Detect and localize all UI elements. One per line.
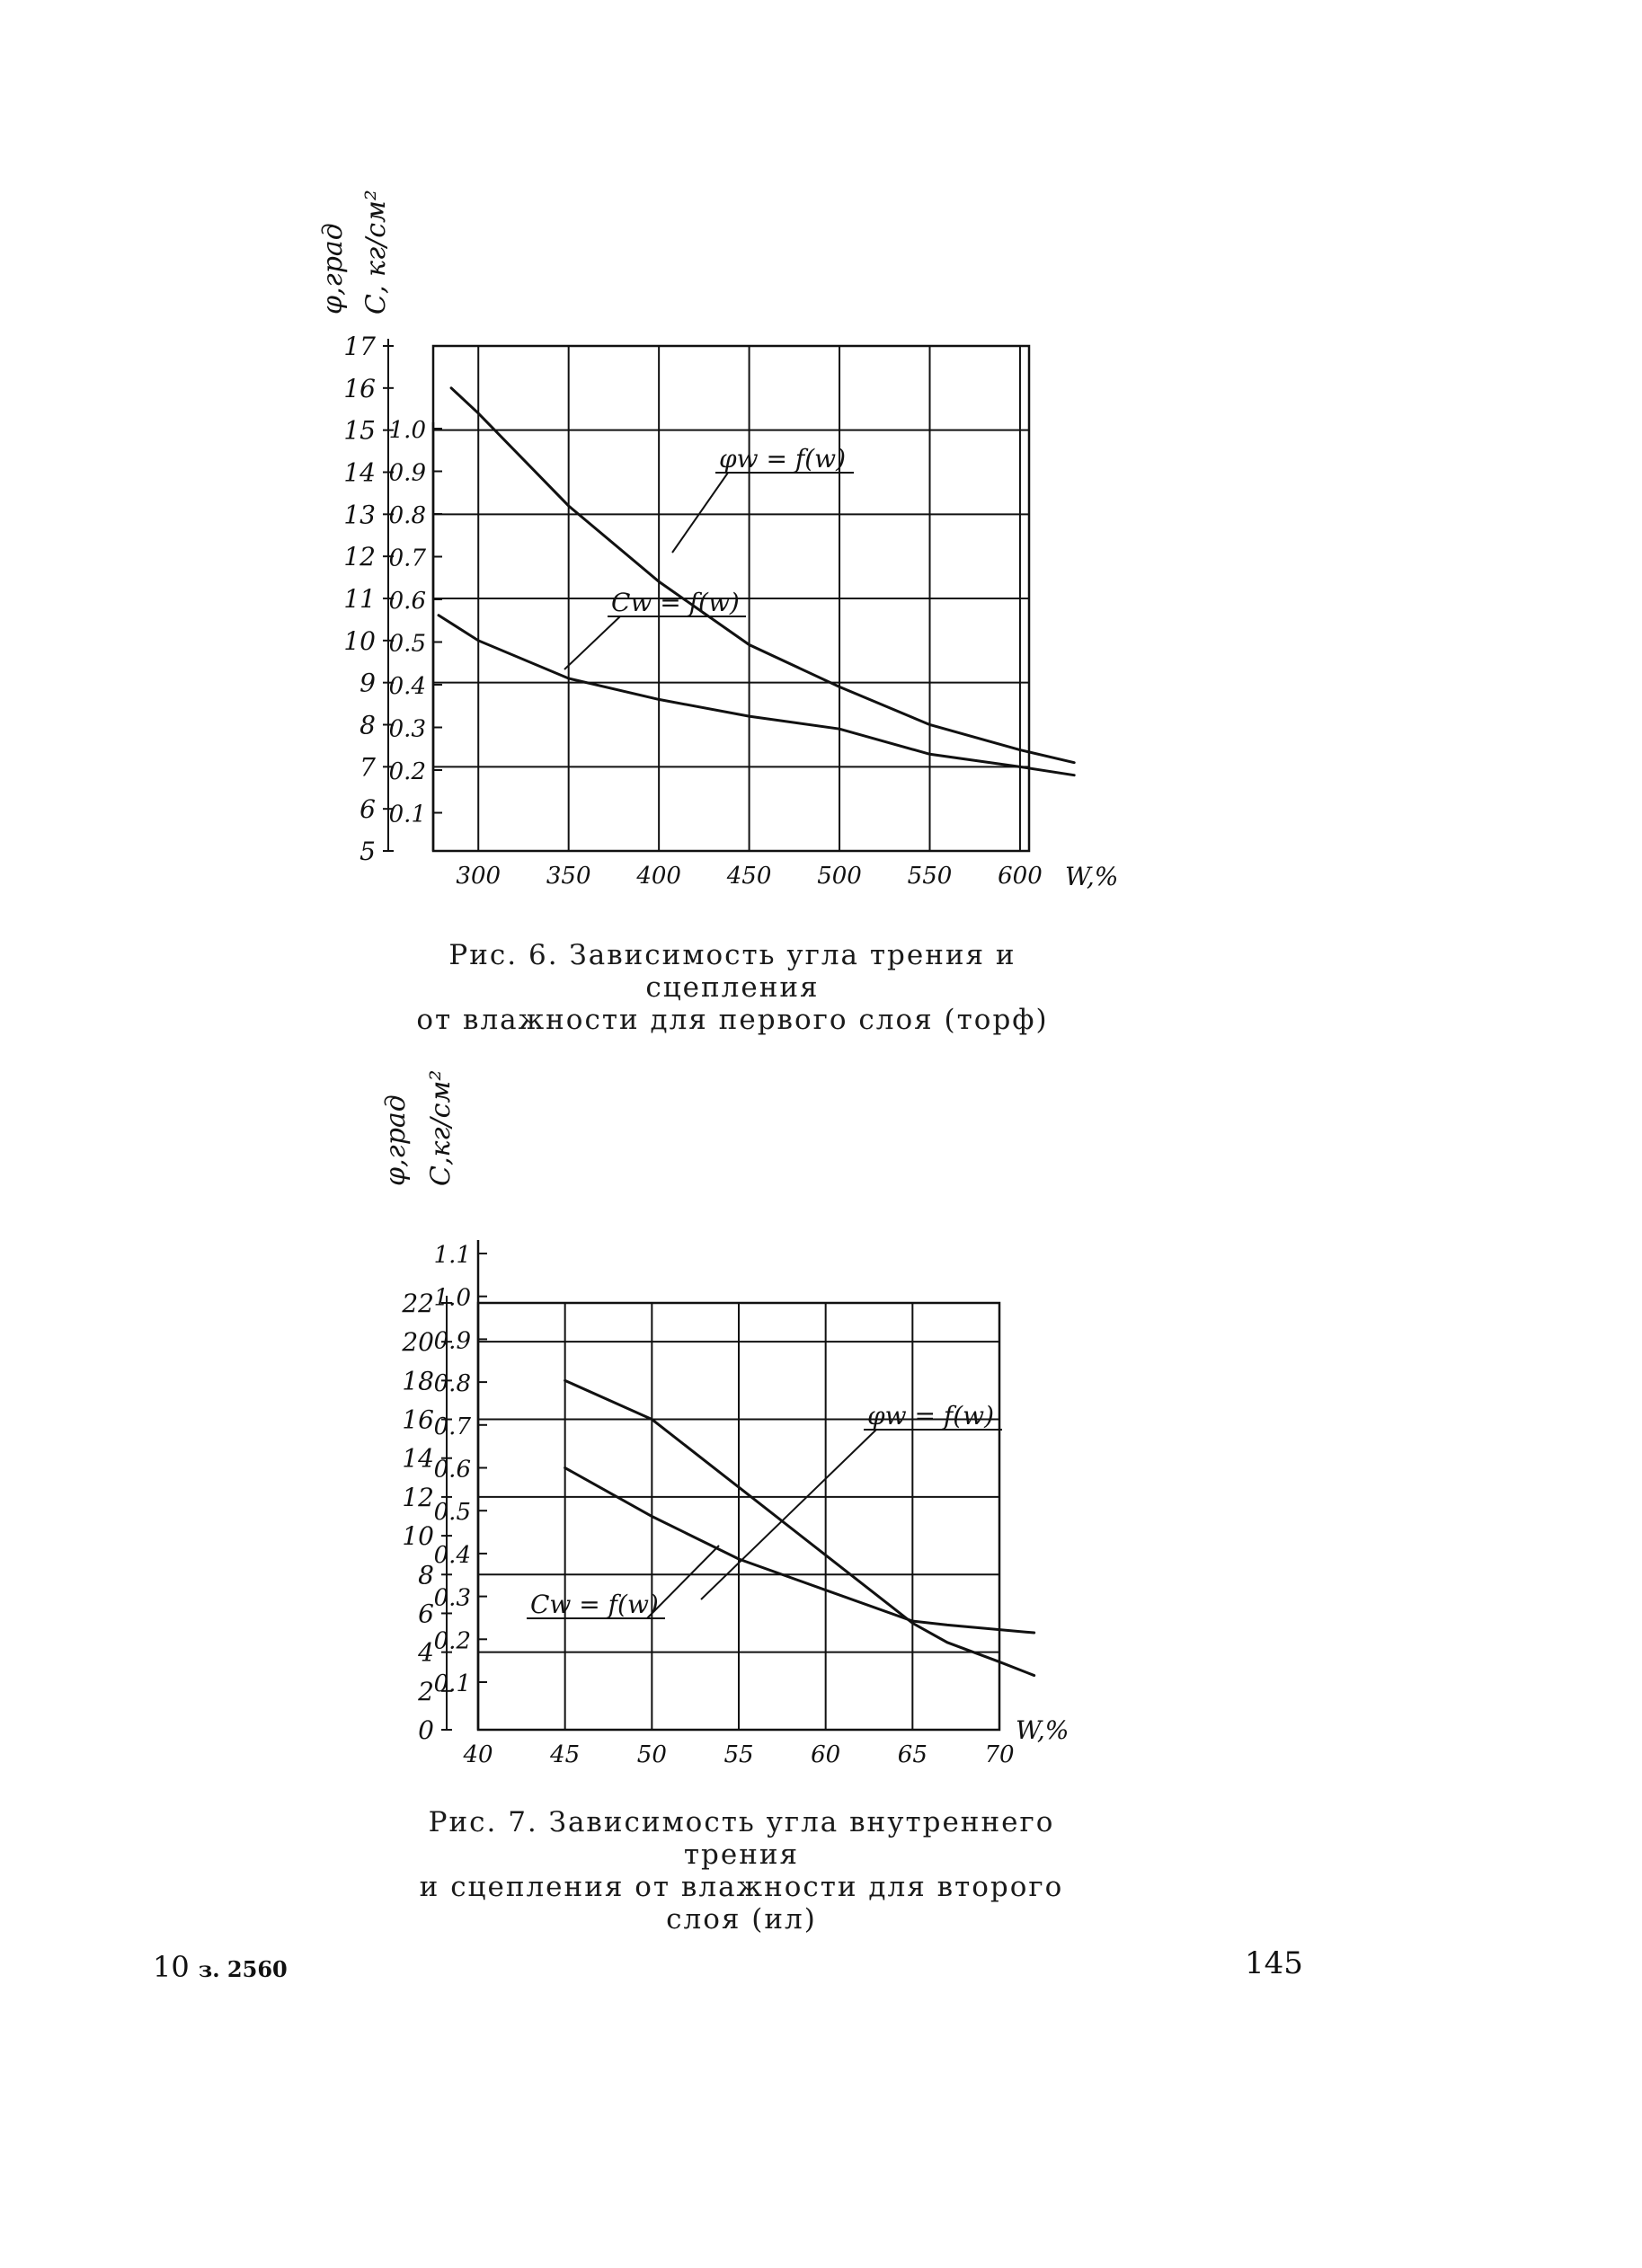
chart-fig7 xyxy=(0,1042,1642,1878)
x-tick-label: 40 xyxy=(463,1741,493,1768)
phi-tick-label: 10 xyxy=(402,1521,434,1552)
caption-fig7-line3: слоя (ил) xyxy=(666,1903,817,1936)
phi-tick-label: 22 xyxy=(402,1289,434,1318)
c-tick-label: 0.5 xyxy=(388,630,426,658)
x-axis-title: W,% xyxy=(1065,862,1119,891)
x-tick-label: 450 xyxy=(726,863,772,890)
x-tick-label: 300 xyxy=(456,863,501,890)
phi-tick-label: 4 xyxy=(418,1637,434,1668)
figure-6 xyxy=(0,162,1642,926)
phi-tick-label: 12 xyxy=(343,542,376,572)
c-axis-title: С,кг/см² xyxy=(425,1069,457,1186)
c-tick-label: 0.8 xyxy=(388,502,426,529)
phi-tick-label: 14 xyxy=(343,457,376,488)
figure-7 xyxy=(0,1042,1642,1878)
phi-tick-label: 11 xyxy=(343,584,376,614)
c-tick-label: 0.2 xyxy=(388,758,426,785)
c-tick-label: 0.9 xyxy=(433,1327,471,1355)
phi-tick-label: 5 xyxy=(359,837,376,866)
c-tick-label: 0.6 xyxy=(388,588,426,615)
c-tick-label: 0.8 xyxy=(433,1370,471,1398)
x-tick-label: 400 xyxy=(636,863,681,890)
phi-tick-label: 13 xyxy=(343,500,376,530)
phi-tick-label: 10 xyxy=(343,625,376,656)
phi-tick-label: 18 xyxy=(402,1366,434,1396)
series-leader-line xyxy=(647,1546,719,1618)
x-tick-label: 60 xyxy=(811,1741,841,1768)
c-tick-label: 0.1 xyxy=(433,1670,471,1697)
series-line xyxy=(439,616,1074,775)
x-tick-label: 45 xyxy=(550,1741,581,1768)
c-tick-label: 0.6 xyxy=(433,1456,471,1484)
caption-fig7-line2: и сцепления от влажности для второго xyxy=(419,1871,1064,1903)
c-tick-label: 0.5 xyxy=(433,1499,471,1527)
x-axis-title: W,% xyxy=(1016,1715,1070,1745)
x-tick-label: 70 xyxy=(984,1741,1015,1768)
caption-fig7-line1: Рис. 7. Зависимость угла внутреннего трения xyxy=(428,1806,1055,1871)
c-tick-label: 1.1 xyxy=(433,1242,471,1269)
c-tick-label: 0.9 xyxy=(388,459,426,487)
c-tick-label: 1.0 xyxy=(433,1284,471,1312)
phi-tick-label: 9 xyxy=(359,668,376,698)
phi-tick-label: 6 xyxy=(359,794,376,825)
phi-tick-label: 20 xyxy=(402,1327,434,1358)
series-leader-line xyxy=(564,616,620,669)
phi-tick-label: 12 xyxy=(402,1482,434,1512)
phi-axis-title: φ,град xyxy=(380,1094,412,1186)
c-tick-label: 0.2 xyxy=(433,1627,471,1655)
series-label: φw = f(w) xyxy=(867,1401,995,1431)
c-tick-label: 1.0 xyxy=(388,417,426,444)
phi-tick-label: 6 xyxy=(418,1599,434,1629)
phi-tick-label: 7 xyxy=(359,752,376,783)
c-axis-title: С, кг/см² xyxy=(360,190,392,315)
phi-tick-label: 14 xyxy=(402,1443,434,1474)
c-tick-label: 0.4 xyxy=(388,673,426,700)
plate-suffix: з. 2560 xyxy=(198,1956,288,1982)
page-number: 145 xyxy=(1245,1945,1303,1981)
x-tick-label: 600 xyxy=(998,863,1043,890)
phi-tick-label: 0 xyxy=(418,1715,434,1745)
c-tick-label: 0.3 xyxy=(433,1584,471,1612)
x-tick-label: 550 xyxy=(907,863,953,890)
c-tick-label: 0.7 xyxy=(388,545,426,572)
chart-fig6 xyxy=(0,162,1642,926)
c-tick-label: 0.7 xyxy=(433,1413,471,1440)
series-label: Cw = f(w) xyxy=(611,588,740,617)
c-tick-label: 0.3 xyxy=(388,715,426,743)
phi-tick-label: 8 xyxy=(359,710,376,740)
series-label: Cw = f(w) xyxy=(530,1590,659,1619)
series-label: φw = f(w) xyxy=(719,444,847,474)
c-tick-label: 0.4 xyxy=(433,1541,471,1569)
x-tick-label: 55 xyxy=(723,1741,754,1768)
plate-number: 10 xyxy=(153,1950,190,1984)
x-tick-label: 65 xyxy=(897,1741,928,1768)
caption-fig6-line1: Рис. 6. Зависимость угла трения и сцепления xyxy=(448,939,1016,1004)
caption-fig6-line2: от влажности для первого слоя (торф) xyxy=(416,1004,1049,1036)
series-leader-line xyxy=(672,473,728,553)
phi-tick-label: 16 xyxy=(343,373,376,403)
phi-tick-label: 15 xyxy=(343,415,376,446)
x-tick-label: 500 xyxy=(817,863,862,890)
phi-tick-label: 16 xyxy=(402,1404,434,1435)
phi-tick-label: 17 xyxy=(343,332,376,361)
caption-fig7 xyxy=(386,1806,1096,1936)
phi-tick-label: 2 xyxy=(418,1676,434,1706)
c-tick-label: 0.1 xyxy=(388,801,426,828)
caption-fig6 xyxy=(359,939,1105,1036)
x-tick-label: 50 xyxy=(636,1741,667,1768)
plate-mark xyxy=(153,1950,288,1984)
x-tick-label: 350 xyxy=(546,863,591,890)
phi-axis-title: φ,град xyxy=(317,223,349,315)
phi-tick-label: 8 xyxy=(418,1560,434,1590)
